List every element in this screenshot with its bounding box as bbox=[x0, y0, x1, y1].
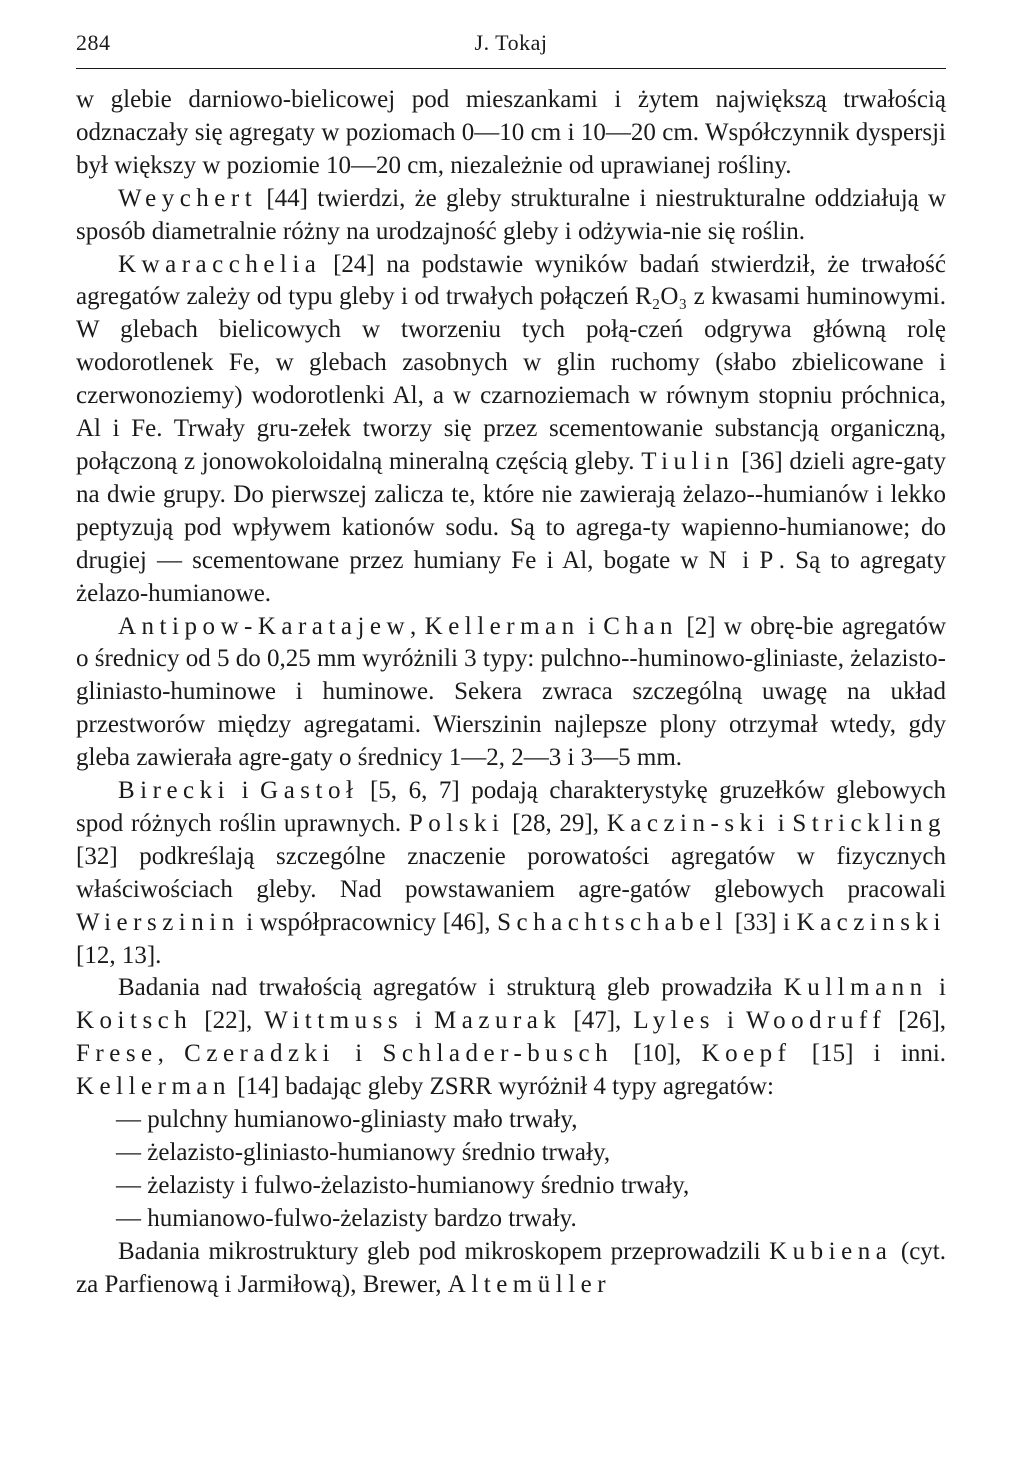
author-name: Weychert bbox=[118, 184, 258, 212]
text-run: [15] i inni. bbox=[791, 1040, 947, 1068]
text-run: i bbox=[403, 1007, 435, 1035]
text-run: i bbox=[579, 612, 604, 640]
paragraph bbox=[76, 611, 946, 776]
text-run: Badania mikrostruktury gleb pod mikroskopem przeprowadzili bbox=[118, 1237, 770, 1265]
author-name: Kubiena bbox=[769, 1237, 893, 1265]
text-run: , bbox=[410, 612, 425, 640]
author-name: Frese bbox=[76, 1040, 158, 1068]
text-run: , bbox=[157, 1040, 185, 1068]
text-run: [22], bbox=[192, 1007, 265, 1035]
author-name: Koepf bbox=[701, 1040, 792, 1068]
text-run: i bbox=[732, 546, 760, 574]
author-name: Tiulin bbox=[641, 447, 735, 475]
text-run: [36] dzieli agre-gaty na dwie grupy. Do pierwszej zalicza te, które nie zawierają żelazo--humianów i lekko peptyzują pod wpływem kationów sodu. Są to agrega-ty wapienno-humianowe; do drugiej — scementowane przez humiany Fe i Al, bogate w bbox=[76, 447, 946, 574]
list-item: — żelazisto-gliniasto-humianowy średnio trwały, bbox=[116, 1139, 611, 1166]
running-title: J. Tokaj bbox=[474, 30, 548, 55]
text-run: i bbox=[927, 974, 946, 1002]
text-run: w glebie darniowo-bielicowej pod mieszankami i żytem największą trwałością odznaczały się agregaty w poziomach 0—10 cm i 10—20 cm. Współczynnik dyspersji był większy w poziomie 10—20 cm, niezależnie od uprawianej rośliny. bbox=[76, 86, 946, 179]
text-run: [33] i bbox=[728, 908, 797, 936]
author-name: Kullmann bbox=[783, 974, 928, 1002]
text-run: [12, 13]. bbox=[76, 941, 162, 969]
text-run: i bbox=[230, 777, 261, 805]
author-name: Polski bbox=[408, 809, 505, 837]
text-run: [5, 6, 7] podają charakterystykę gruzełków glebowych spod różnych roślin uprawnych. bbox=[76, 777, 946, 837]
author-name: Woodruff bbox=[745, 1007, 887, 1035]
text-run: [44] twierdzi, że gleby strukturalne i niestrukturalne oddziałują w sposób diametralnie różny na urodzajność gleby i odżywia-nie się roślin. bbox=[76, 184, 946, 245]
paragraph bbox=[76, 84, 946, 183]
author-name: Strickling bbox=[792, 809, 947, 837]
text-run: i bbox=[770, 809, 793, 837]
text-run: (cyt. za Parfienową i Jarmiłową), Brewer, bbox=[76, 1237, 946, 1298]
text-run: [47], bbox=[561, 1007, 634, 1035]
author-name: Gastoł bbox=[260, 777, 359, 805]
paragraph bbox=[76, 775, 946, 972]
author-name: Czeradzki bbox=[184, 1040, 336, 1068]
author-name: Kellerman bbox=[424, 612, 580, 640]
list-item: — pulchny humianowo-gliniasty mało trwały, bbox=[116, 1106, 578, 1134]
text-run: [24] na podstawie wyników badań stwierdził, że trwałość agregatów zależy od typu gleby i od trwałych połączeń R₂O₃ z kwasami huminowymi. W glebach bielicowych w tworzeniu tych połą-czeń odgrywa główną rolę wodorotlenek Fe, w glebach zasobnych w glin ruchomy (słabo zbielicowane i czerwonoziemy) wodorotlenki Al, a w czarnoziemach w równym stopniu próchnica, Al i Fe. Trwały gru-zełek tworzy się przez scementowanie substancją organiczną, połączoną z jonowokoloidalną mineralną częścią gleby. bbox=[76, 250, 946, 475]
paragraph bbox=[76, 183, 946, 249]
author-name: Lyles bbox=[633, 1007, 715, 1035]
text-run: [2] w obrę-bie agregatów o średnicy od 5 do 0,25 mm wyróżnili 3 typy: pulchno--huminowo-gliniaste, żelazisto-gliniasto-huminowe i huminowe. Sekera zwraca szczególną uwagę na układ przestworów między agregatami. Wierszinin najlepsze plony otrzymał wtedy, gdy gleba zawierała agre-gaty o średnicy 1—2, 2—3 i 3—5 mm. bbox=[76, 612, 947, 772]
text-run: i bbox=[335, 1040, 383, 1068]
author-name: Antipow-Karatajew bbox=[118, 612, 411, 640]
text-run: i bbox=[715, 1007, 746, 1035]
paragraph bbox=[76, 972, 946, 1104]
text-run: [26], bbox=[886, 1007, 947, 1035]
paragraph bbox=[76, 1236, 946, 1302]
list-item: — żelazisty i fulwo-żelazisto-humianowy średnio trwały, bbox=[116, 1171, 690, 1199]
body-text bbox=[76, 84, 946, 1302]
author-name: Wittmuss bbox=[264, 1007, 404, 1035]
author-name: Schlader-busch bbox=[382, 1040, 614, 1068]
header-rule bbox=[76, 68, 946, 69]
author-name: Mazurak bbox=[434, 1007, 562, 1035]
text-run: [10], bbox=[613, 1040, 702, 1068]
author-name: Kellerman bbox=[76, 1073, 232, 1101]
author-name: P bbox=[759, 546, 779, 574]
author-name: Koitsch bbox=[76, 1007, 193, 1035]
author-name: Wierszinin bbox=[76, 908, 240, 936]
text-run: Badania nad trwałością agregatów i strukturą gleb prowadziła bbox=[118, 974, 784, 1002]
author-name: Kwaracchelia bbox=[118, 250, 322, 278]
paragraph bbox=[76, 249, 946, 611]
text-run: [14] badając gleby ZSRR wyróżnił 4 typy agregatów: bbox=[231, 1073, 774, 1101]
text-run: i współpracownicy [46], bbox=[239, 908, 498, 936]
author-name: Kaczinski bbox=[796, 908, 946, 936]
list-item: — humianowo-fulwo-żelazisty bardzo trwały. bbox=[116, 1204, 577, 1232]
text-run: [28, 29], bbox=[504, 809, 607, 837]
page-header bbox=[76, 30, 946, 60]
author-name: Schachtschabel bbox=[497, 908, 729, 936]
author-name: Birecki bbox=[118, 777, 231, 805]
text-run: . Są to agregaty żelazo-humianowe. bbox=[76, 546, 946, 607]
author-name: Kaczin-ski bbox=[606, 809, 771, 837]
author-name: Chan bbox=[603, 612, 679, 640]
page-number: 284 bbox=[76, 30, 111, 55]
text-run: [32] podkreślają szczególne znaczenie porowatości agregatów w fizycznych właściwościach gleby. Nad powstawaniem agre-gatów glebowych pracowali bbox=[76, 842, 946, 903]
author-name: N bbox=[708, 546, 733, 574]
aggregate-types-list bbox=[76, 1104, 946, 1236]
author-name: Altemüller bbox=[447, 1270, 612, 1298]
